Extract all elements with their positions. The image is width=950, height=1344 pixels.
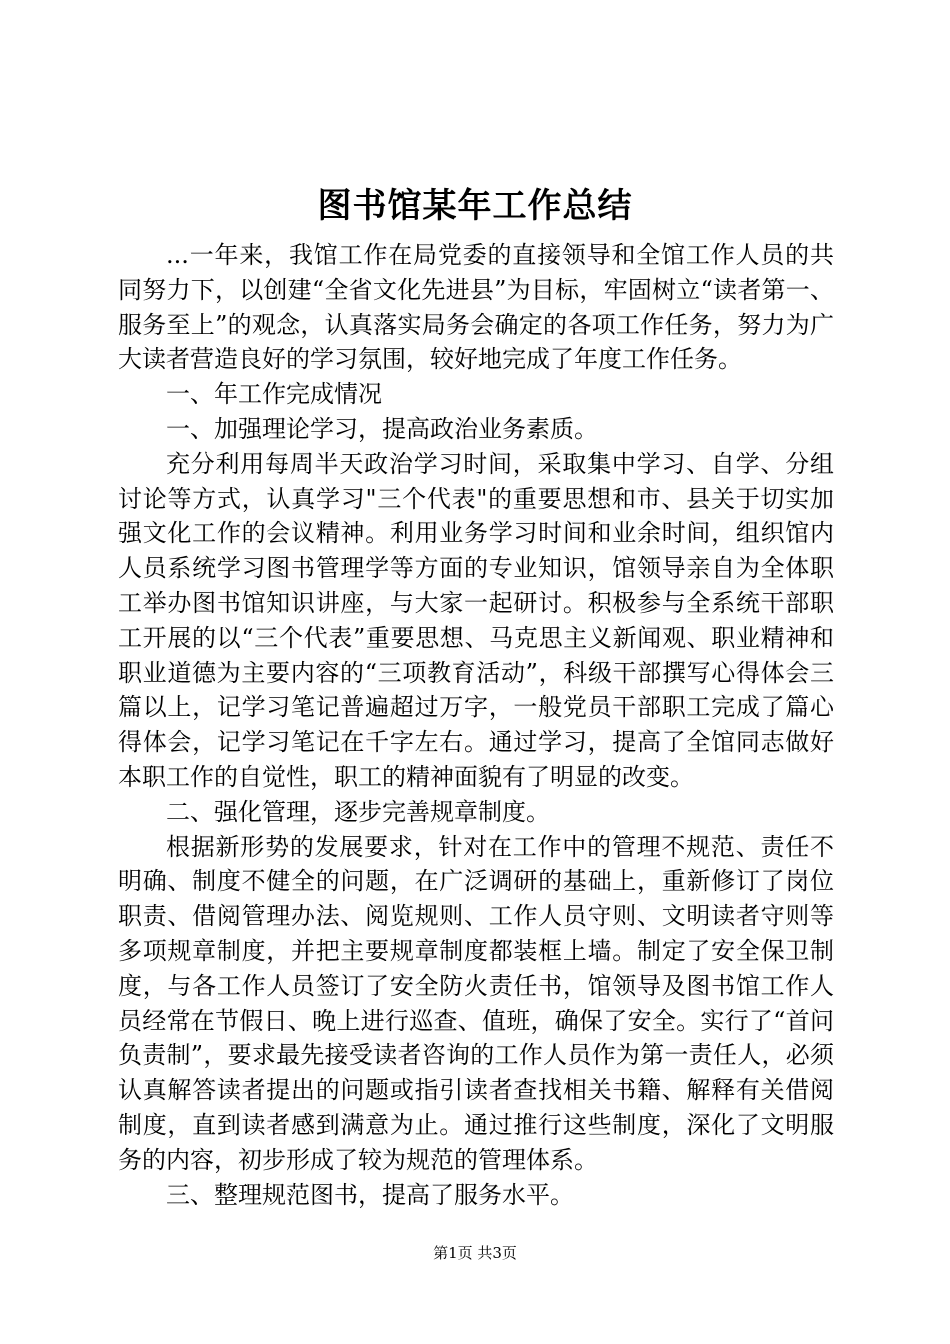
section-heading: 一、年工作完成情况 <box>166 380 382 409</box>
intro-paragraph: ...一年来，我馆工作在局党委的直接领导和全馆工作人员的共同努力下，以创建“全省文化先进县”为目标，牢固树立“读者第一、服务至上”的观念，认真落实局务会确定的各项工作任务，努力为广大读者营造良好的学习氛围，较好地完成了年度工作任务。 <box>118 241 834 374</box>
body-paragraph: 充分利用每周半天政治学习时间，采取集中学习、自学、分组讨论等方式，认真学习"三个代表"的重要思想和市、县关于切实加强文化工作的会议精神。利用业务学习时间和业余时间，组织馆内人员系统学习图书管理学等方面的专业知识，馆领导亲自为全体职工举办图书馆知识讲座，与大家一起研讨。积极参与全系统干部职工开展的以“三个代表”重要思想、马克思主义新闻观、职业精神和职业道德为主要内容的“三项教育活动”，科级干部撰写心得体会三篇以上，记学习笔记普遍超过万字，一般党员干部职工完成了篇心得体会，记学习笔记在千字左右。通过学习，提高了全馆同志做好本职工作的自觉性，职工的精神面貌有了明显的改变。 <box>118 449 834 791</box>
body-paragraph: 根据新形势的发展要求，针对在工作中的管理不规范、责任不明确、制度不健全的问题，在广泛调研的基础上，重新修订了岗位职责、借阅管理办法、阅览规则、工作人员守则、文明读者守则等多项规章制度，并把主要规章制度都装框上墙。制定了安全保卫制度，与各工作人员签订了安全防火责任书，馆领导及图书馆工作人员经常在节假日、晚上进行巡查、值班，确保了安全。实行了“首问负责制”，要求最先接受读者咨询的工作人员作为第一责任人，必须认真解答读者提出的问题或指引读者查找相关书籍、解释有关借阅制度，直到读者感到满意为止。通过推行这些制度，深化了文明服务的内容，初步形成了较为规范的管理体系。 <box>118 832 834 1174</box>
document-title: 图书馆某年工作总结 <box>317 186 633 226</box>
page-number-footer: 第1页 共3页 <box>433 1244 517 1262</box>
subsection-heading: 三、整理规范图书，提高了服务水平。 <box>166 1180 574 1209</box>
subsection-heading: 二、强化管理，逐步完善规章制度。 <box>166 797 550 826</box>
subsection-heading: 一、加强理论学习，提高政治业务素质。 <box>166 414 598 443</box>
document-body <box>118 238 834 1212</box>
